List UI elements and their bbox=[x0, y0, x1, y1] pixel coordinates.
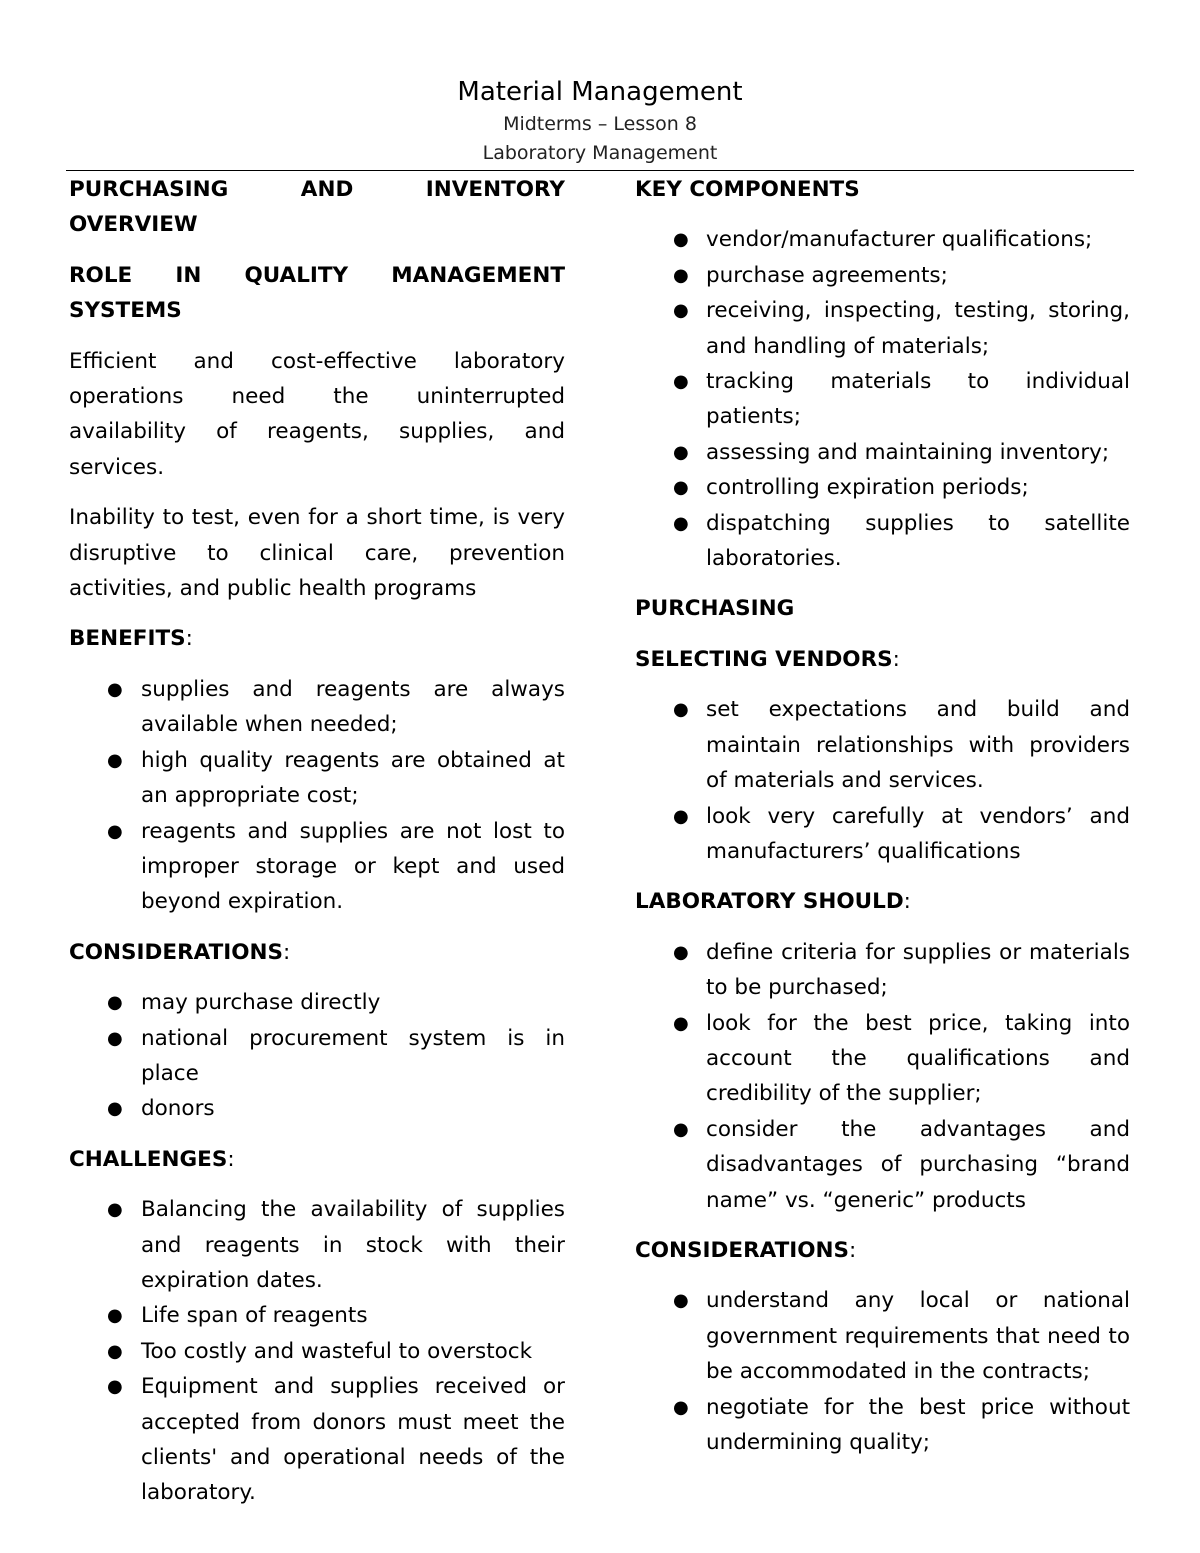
list-item bbox=[69, 672, 565, 743]
list-item bbox=[69, 1334, 565, 1369]
bullet-icon: ● bbox=[107, 1305, 123, 1327]
bullet-icon: ● bbox=[107, 992, 123, 1014]
heading-benefits-text: BENEFITS bbox=[69, 626, 186, 652]
list-item-text: define criteria for supplies or materials to be purchased; bbox=[706, 939, 1130, 1001]
list-item-text: Equipment and supplies received or accepted from donors must meet the clients' and operational needs of the laboratory. bbox=[141, 1374, 565, 1506]
list-item-text: dispatching supplies to satellite laboratories. bbox=[706, 510, 1130, 572]
selecting-vendors-list bbox=[635, 692, 1130, 869]
bullet-icon: ● bbox=[673, 1396, 689, 1418]
list-item-text: Balancing the availability of supplies and reagents in stock with their expiration dates. bbox=[141, 1197, 565, 1293]
list-item bbox=[635, 222, 1130, 257]
heading-benefits bbox=[69, 621, 565, 656]
list-item-text: receiving, inspecting, testing, storing, and handling of materials; bbox=[706, 298, 1130, 359]
heading-key-components: KEY COMPONENTS bbox=[635, 177, 860, 202]
list-item-text: Too costly and wasteful to overstock bbox=[141, 1338, 533, 1364]
bullet-icon: ● bbox=[673, 441, 689, 463]
list-item bbox=[69, 1192, 565, 1298]
heading-selecting-vendors bbox=[635, 642, 1130, 677]
list-item bbox=[635, 364, 1130, 435]
heading-considerations-left bbox=[69, 935, 565, 970]
heading-selecting-vendors-text: SELECTING VENDORS bbox=[635, 646, 893, 672]
list-item bbox=[69, 743, 565, 814]
list-item-text: tracking materials to individual patients; bbox=[706, 369, 1130, 430]
bullet-icon: ● bbox=[673, 1118, 689, 1140]
list-item-text: look very carefully at vendors’ and manufacturers’ qualifications bbox=[706, 803, 1130, 864]
list-item-text: may purchase directly bbox=[141, 990, 381, 1016]
colon: : bbox=[227, 1146, 235, 1172]
bullet-icon: ● bbox=[673, 941, 689, 963]
list-item bbox=[635, 1283, 1130, 1389]
list-item bbox=[69, 1091, 565, 1126]
challenges-list bbox=[69, 1192, 565, 1511]
paragraph-efficient-operations: Efficient and cost-effective laboratory operations need the uninterrupted availability of reagents, supplies, and services. bbox=[69, 348, 565, 480]
list-item-text: negotiate for the best price without undermining quality; bbox=[706, 1394, 1130, 1455]
colon: : bbox=[283, 939, 291, 965]
bullet-icon: ● bbox=[107, 749, 123, 771]
heading-purchasing: PURCHASING bbox=[635, 596, 795, 622]
bullet-icon: ● bbox=[673, 805, 689, 827]
list-item-text: supplies and reagents are always available when needed; bbox=[141, 676, 565, 738]
list-item bbox=[635, 1112, 1130, 1218]
list-item bbox=[635, 1390, 1130, 1461]
bullet-icon: ● bbox=[673, 1012, 689, 1034]
laboratory-should-list bbox=[635, 935, 1130, 1218]
list-item bbox=[69, 1021, 565, 1092]
list-item-text: purchase agreements; bbox=[706, 262, 948, 288]
list-item-text: look for the best price, taking into account the qualifications and credibility of the supplier; bbox=[706, 1010, 1130, 1107]
document-title: Material Management bbox=[457, 77, 743, 107]
bullet-icon: ● bbox=[673, 264, 689, 286]
bullet-icon: ● bbox=[107, 1098, 123, 1120]
document-subtitle-lesson: Midterms – Lesson 8 bbox=[503, 113, 697, 135]
list-item bbox=[635, 258, 1130, 293]
bullet-icon: ● bbox=[107, 820, 123, 842]
list-item-text: controlling expiration periods; bbox=[706, 475, 1029, 501]
colon: : bbox=[892, 646, 900, 672]
header-divider bbox=[66, 170, 1134, 171]
key-components-list bbox=[635, 222, 1130, 576]
bullet-icon: ● bbox=[673, 477, 689, 499]
list-item bbox=[635, 799, 1130, 870]
bullet-icon: ● bbox=[673, 371, 689, 393]
bullet-icon: ● bbox=[107, 1199, 123, 1221]
right-column bbox=[635, 172, 1130, 1475]
heading-laboratory-should bbox=[635, 884, 1130, 919]
bullet-icon: ● bbox=[673, 300, 689, 322]
bullet-icon: ● bbox=[673, 699, 689, 721]
list-item-text: vendor/manufacturer qualifications; bbox=[706, 227, 1093, 253]
heading-purchasing-inventory-overview: PURCHASING AND INVENTORY OVERVIEW bbox=[69, 177, 565, 238]
heading-considerations-right bbox=[635, 1233, 1130, 1268]
list-item-text: national procurement system is in place bbox=[141, 1025, 565, 1086]
list-item bbox=[69, 985, 565, 1020]
bullet-icon: ● bbox=[107, 1340, 123, 1362]
considerations-list-right bbox=[635, 1283, 1130, 1460]
benefits-list bbox=[69, 672, 565, 920]
heading-laboratory-should-text: LABORATORY SHOULD bbox=[635, 889, 904, 915]
list-item bbox=[69, 1369, 565, 1511]
list-item-text: reagents and supplies are not lost to improper storage or kept and used beyond expiration. bbox=[141, 818, 565, 915]
list-item bbox=[635, 935, 1130, 1006]
list-item-text: understand any local or national government requirements that need to be accommodated in the contracts; bbox=[706, 1288, 1130, 1385]
list-item-text: consider the advantages and disadvantages of purchasing “brand name” vs. “generic” products bbox=[706, 1116, 1130, 1213]
document-subtitle-course: Laboratory Management bbox=[482, 142, 718, 164]
considerations-list-left bbox=[69, 985, 565, 1127]
list-item bbox=[635, 506, 1130, 577]
list-item-text: set expectations and build and maintain relationships with providers of materials and services. bbox=[706, 697, 1130, 794]
heading-role-in-qms: ROLE IN QUALITY MANAGEMENT SYSTEMS bbox=[69, 262, 565, 324]
heading-challenges-text: CHALLENGES bbox=[69, 1146, 228, 1172]
bullet-icon: ● bbox=[107, 678, 123, 700]
bullet-icon: ● bbox=[673, 229, 689, 251]
list-item bbox=[635, 692, 1130, 798]
list-item bbox=[635, 470, 1130, 505]
list-item-text: assessing and maintaining inventory; bbox=[706, 439, 1110, 465]
heading-considerations-right-text: CONSIDERATIONS bbox=[635, 1237, 850, 1263]
colon: : bbox=[849, 1237, 857, 1263]
document-header bbox=[66, 74, 1134, 168]
heading-considerations-left-text: CONSIDERATIONS bbox=[69, 939, 284, 965]
list-item bbox=[69, 1298, 565, 1333]
list-item bbox=[69, 814, 565, 920]
list-item-text: Life span of reagents bbox=[141, 1303, 368, 1329]
colon: : bbox=[185, 626, 193, 652]
heading-challenges bbox=[69, 1142, 565, 1177]
bullet-icon: ● bbox=[673, 512, 689, 534]
paragraph-inability-to-test: Inability to test, even for a short time, is very disruptive to clinical care, prevention activities, and public health programs bbox=[69, 505, 565, 602]
left-column bbox=[69, 172, 565, 1526]
bullet-icon: ● bbox=[107, 1376, 123, 1398]
list-item bbox=[635, 435, 1130, 470]
list-item bbox=[635, 293, 1130, 364]
list-item-text: donors bbox=[141, 1096, 215, 1122]
list-item-text: high quality reagents are obtained at an appropriate cost; bbox=[141, 747, 565, 809]
bullet-icon: ● bbox=[107, 1027, 123, 1049]
bullet-icon: ● bbox=[673, 1290, 689, 1312]
list-item bbox=[635, 1006, 1130, 1112]
colon: : bbox=[903, 889, 911, 915]
